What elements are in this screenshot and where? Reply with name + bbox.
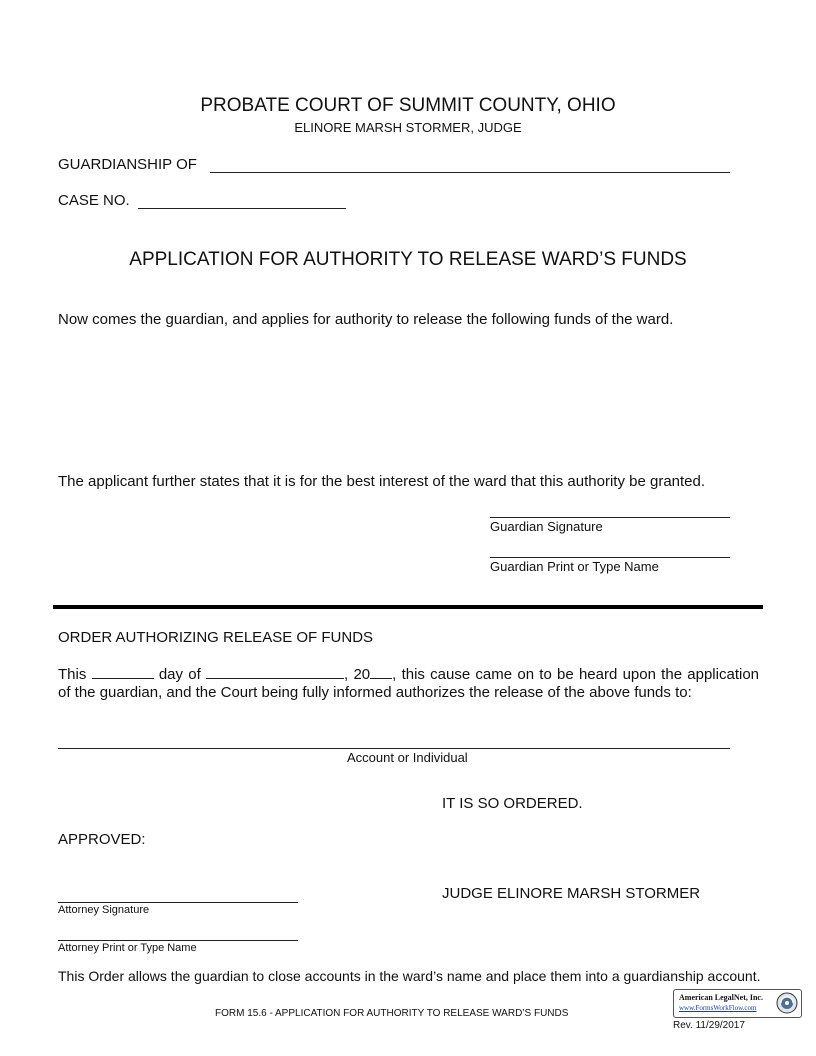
account-line[interactable] — [58, 748, 730, 749]
logo-company: American LegalNet, Inc. — [679, 993, 763, 1002]
logo-badge[interactable] — [673, 989, 802, 1018]
case-number-field[interactable] — [138, 208, 346, 209]
order-day-of: day of — [158, 666, 201, 683]
guardianship-field[interactable] — [210, 172, 730, 173]
attorney-name-label: Attorney Print or Type Name — [58, 942, 197, 954]
order-day-field[interactable] — [92, 665, 154, 679]
approved-label: APPROVED: — [58, 831, 146, 848]
guardianship-label: GUARDIANSHIP OF — [58, 156, 197, 173]
attorney-signature-line[interactable] — [58, 902, 298, 903]
section-divider — [53, 605, 763, 609]
order-heading: ORDER AUTHORIZING RELEASE OF FUNDS — [58, 629, 374, 646]
guardian-signature-label: Guardian Signature — [490, 519, 603, 534]
guardian-name-line[interactable] — [490, 557, 730, 558]
account-label: Account or Individual — [347, 750, 468, 765]
attorney-signature-label: Attorney Signature — [58, 904, 150, 916]
form-title: APPLICATION FOR AUTHORITY TO RELEASE WARD’S FUNDS — [129, 249, 687, 270]
guardian-signature-line[interactable] — [490, 517, 730, 518]
logo-globe-icon — [776, 992, 798, 1014]
form-label: FORM 15.6 - APPLICATION FOR AUTHORITY TO RELEASE WARD’S FUNDS — [215, 1008, 569, 1019]
guardian-name-label: Guardian Print or Type Name — [490, 559, 659, 574]
funds-description-area[interactable] — [58, 338, 758, 458]
order-year-field[interactable] — [370, 665, 392, 679]
order-text: , this cause came on to be heard upon the application of the guardian, and the Court being fully informed authorizes the release of the above funds to: — [58, 666, 760, 701]
case-number-label: CASE NO. — [58, 192, 130, 209]
order-month-field[interactable] — [206, 665, 344, 679]
logo-url[interactable]: www.FormsWorkFlow.com — [679, 1004, 757, 1012]
judge-subtitle: ELINORE MARSH STORMER, JUDGE — [294, 120, 522, 135]
so-ordered: IT IS SO ORDERED. — [442, 795, 583, 812]
closing-note: This Order allows the guardian to close accounts in the ward’s name and place them into a guardianship account. — [58, 968, 761, 984]
application-intro: Now comes the guardian, and applies for authority to release the following funds of the ward. — [58, 311, 674, 328]
best-interest-statement: The applicant further states that it is for the best interest of the ward that this authority be granted. — [58, 473, 706, 490]
revision-date: Rev. 11/29/2017 — [673, 1020, 745, 1031]
court-title: PROBATE COURT OF SUMMIT COUNTY, OHIO — [200, 95, 616, 116]
order-this: This — [58, 666, 87, 683]
order-year-prefix: , 20 — [344, 666, 371, 683]
attorney-name-line[interactable] — [58, 940, 298, 941]
judge-signature-name: JUDGE ELINORE MARSH STORMER — [442, 885, 701, 902]
order-paragraph — [58, 665, 759, 702]
